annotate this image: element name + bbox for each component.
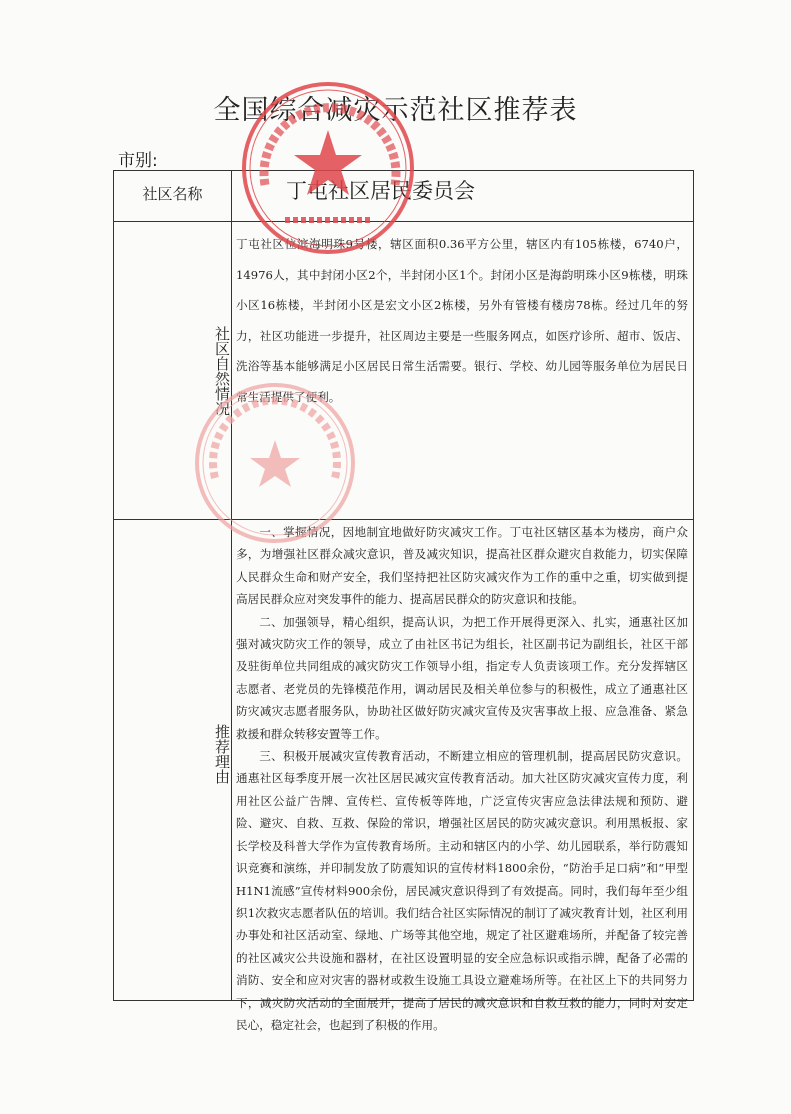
reason-paragraph-3: 三、积极开展减灾宣传教育活动，不断建立相应的管理机制，提高居民防灾意识。通惠社区每季度开展一次社区居民减灾宣传教育活动。加大社区防灾减灾宣传力度，利用社区公益广告牌、宣传栏、宣传板等阵地，广泛宣传灾害应急法律法规和预防、避险、避灾、自救、互救、保险的常识，增强社区居民的防灾减灾意识。利用黑板报、家长学校及科普大学作为宣传教育场所。主动和辖区内的小学、幼儿园联系，举行防震知识竞赛和演练，并印制发放了防震知识的宣传材料1800余份，“防治手足口病”和“甲型H1N1流感”宣传材料900余份，居民减灾意识得到了有效提高。同时，我们每年至少组织1次救灾志愿者队伍的培训。我们结合社区实际情况的制订了减灾教育计划，社区利用办事处和社区活动室、绿地、广场等其他空地，规定了社区避难场所，并配备了较完善的社区减灾公共设施和器材，在社区设置明显的安全应急标识或指示牌，配备了必需的消防、安全和应对灾害的器材或救生设施工具设立避难场所等。在社区上下的共同努力下，减灾防灾活动的全面展开，提高了居民的减灾意识和自救互救的能力，同时对安定民心，稳定社会，也起到了积极的作用。 [236,749,688,1032]
reason-label-cell [114,724,231,784]
community-name-label: 社区名称 [142,185,203,203]
reason-paragraph-1: 一、掌握情况，因地制宜地做好防灾减灾工作。丁屯社区辖区基本为楼房，商户众多，为增强社区群众减灾意识，普及减灾知识，提高社区群众避灾自救能力，切实保障人民群众生命和财产安全，我们坚持把社区防灾减灾作为工作的重中之重，切实做到提高居民群众应对突发事件的能力、提高居民群众的防灾意识和技能。 [236,525,688,607]
column-divider [231,171,232,1000]
city-label: 市别: [118,151,158,171]
recommendation-form [113,170,694,1032]
reason-text [236,521,688,1036]
situation-label: 社区自然情况 [213,326,231,416]
office-seal [190,378,360,548]
reason-label: 推荐理由 [213,724,231,784]
seal-star-icon [294,130,362,195]
community-seal [235,75,421,261]
reason-paragraph-2: 二、加强领导，精心组织，提高认识，为把工作开展得更深入、扎实，通惠社区加强对减灾防灾工作的领导，成立了由社区书记为组长，社区副书记为副组长，社区干部及驻街单位共同组成的减灾防灾工作领导小组，指定专人负责该项工作。充分发挥辖区志愿者、老党员的先锋模范作用，调动居民及相关单位参与的积极性，成立了通惠社区防灾减灾志愿者服务队，协助社区做好防灾减灾宣传及灾害事故上报、应急准备、紧急救援和群众转移安置等工作。 [236,614,688,741]
community-name-value: 丁屯社区居民委员会 [286,179,475,203]
seal-star-icon [250,440,300,487]
situation-text: 丁屯社区位滨海明珠9号楼，辖区面积0.36平方公里，辖区内有105栋楼，6740户，14976人，其中封闭小区2个，半封闭小区1个。封闭小区是海韵明珠小区9栋楼，明珠小区16栋楼，半封闭小区是宏文小区2栋楼，另外有管楼有楼房78栋。经过几年的努力，社区功能进一步提升，社区周边主要是一些服务网点，如医疗诊所、超市、饭店、洗浴等基本能够满足小区居民日常生活需要。银行、学校、幼儿园等服务单位为居民日常生活提供了便利。 [236,237,688,404]
document-title: 全国综合减灾示范社区推荐表 [213,95,578,126]
